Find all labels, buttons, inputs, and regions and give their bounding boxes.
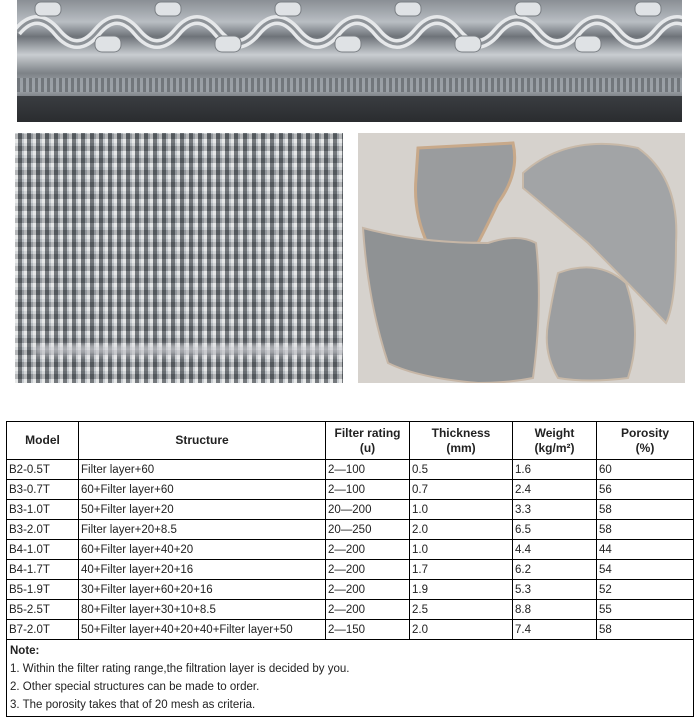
- notes-title: Note:: [10, 645, 40, 657]
- porosity-cell: 60: [597, 460, 694, 480]
- porosity-cell: 52: [597, 580, 694, 600]
- structure-cell: 50+Filter layer+20: [79, 500, 326, 520]
- table-row: [7, 600, 694, 620]
- table-row: [7, 620, 694, 640]
- filter-rating-cell: 2—150: [326, 620, 410, 640]
- porosity-cell: 58: [597, 500, 694, 520]
- model-cell: B2-0.5T: [7, 460, 79, 480]
- model-cell: B3-2.0T: [7, 520, 79, 540]
- weight-cell: 2.4: [513, 480, 597, 500]
- filter-disc-small-right: [547, 267, 635, 380]
- model-cell: B5-1.9T: [7, 580, 79, 600]
- model-cell: B3-0.7T: [7, 480, 79, 500]
- model-cell: B4-1.7T: [7, 560, 79, 580]
- blurred-watermark: [35, 345, 343, 355]
- thickness-cell: 2.0: [410, 520, 513, 540]
- structure-cell: 80+Filter layer+30+10+8.5: [79, 600, 326, 620]
- porosity-cell: 55: [597, 600, 694, 620]
- table-row: [7, 460, 694, 480]
- weight-cell: 6.5: [513, 520, 597, 540]
- model-cell: B3-1.0T: [7, 500, 79, 520]
- structure-cell: 60+Filter layer+40+20: [79, 540, 326, 560]
- table-row: [7, 520, 694, 540]
- note-line: 2. Other special structures can be made to order.: [10, 681, 260, 693]
- thickness-cell: 2.0: [410, 620, 513, 640]
- structure-cell: 40+Filter layer+20+16: [79, 560, 326, 580]
- header-filter-rating: Filter rating (u): [326, 422, 410, 460]
- thickness-cell: 1.0: [410, 540, 513, 560]
- woven-wire-mesh-closeup-photo: [15, 133, 343, 383]
- table-row: [7, 580, 694, 600]
- notes: [7, 640, 694, 717]
- note-line: 1. Within the filter rating range,the filtration layer is decided by you.: [10, 663, 350, 675]
- structure-cell: 30+Filter layer+60+20+16: [79, 580, 326, 600]
- table-row: [7, 540, 694, 560]
- model-cell: B7-2.0T: [7, 620, 79, 640]
- filter-rating-cell: 20—200: [326, 500, 410, 520]
- weight-cell: 1.6: [513, 460, 597, 480]
- header-structure: Structure: [79, 422, 326, 460]
- spec-table-body: [7, 460, 694, 640]
- table-row: [7, 500, 694, 520]
- note-line: 3. The porosity takes that of 20 mesh as criteria.: [10, 699, 256, 711]
- porosity-cell: 44: [597, 540, 694, 560]
- filter-rating-cell: 2—200: [326, 540, 410, 560]
- header-weight: Weight (kg/m²): [513, 422, 597, 460]
- weight-cell: 8.8: [513, 600, 597, 620]
- porosity-cell: 56: [597, 480, 694, 500]
- porosity-cell: 54: [597, 560, 694, 580]
- thickness-cell: 1.7: [410, 560, 513, 580]
- wavy-wire-layer: [17, 0, 682, 80]
- header-thickness: Thickness (mm): [410, 422, 513, 460]
- filter-rating-cell: 2—200: [326, 580, 410, 600]
- weight-cell: 3.3: [513, 500, 597, 520]
- porosity-cell: 58: [597, 520, 694, 540]
- filter-disc-small: [416, 143, 515, 245]
- model-cell: B5-2.5T: [7, 600, 79, 620]
- table-row: [7, 560, 694, 580]
- filter-disc-large-left: [363, 228, 539, 383]
- filter-rating-cell: 2—100: [326, 480, 410, 500]
- sintered-filter-discs-photo: [358, 133, 685, 383]
- table-row: [7, 480, 694, 500]
- structure-cell: Filter layer+60: [79, 460, 326, 480]
- structure-cell: 60+Filter layer+60: [79, 480, 326, 500]
- thickness-cell: 1.9: [410, 580, 513, 600]
- fine-mesh-layer: [17, 78, 682, 92]
- table-header-row: [7, 422, 694, 460]
- weight-cell: 7.4: [513, 620, 597, 640]
- filter-rating-cell: 2—200: [326, 560, 410, 580]
- thickness-cell: 0.5: [410, 460, 513, 480]
- support-plate: [17, 96, 682, 122]
- filter-rating-cell: 2—200: [326, 600, 410, 620]
- model-cell: B4-1.0T: [7, 540, 79, 560]
- structure-cell: 50+Filter layer+40+20+40+Filter layer+50: [79, 620, 326, 640]
- spec-table: [6, 421, 694, 717]
- thickness-cell: 2.5: [410, 600, 513, 620]
- porosity-cell: 58: [597, 620, 694, 640]
- sintered-mesh-cross-section-photo: [17, 0, 682, 122]
- thickness-cell: 1.0: [410, 500, 513, 520]
- notes-row: [7, 640, 694, 717]
- header-model: Model: [7, 422, 79, 460]
- thickness-cell: 0.7: [410, 480, 513, 500]
- structure-cell: Filter layer+20+8.5: [79, 520, 326, 540]
- weight-cell: 4.4: [513, 540, 597, 560]
- weight-cell: 6.2: [513, 560, 597, 580]
- header-porosity: Porosity (%): [597, 422, 694, 460]
- filter-rating-cell: 2—100: [326, 460, 410, 480]
- weight-cell: 5.3: [513, 580, 597, 600]
- filter-rating-cell: 20—250: [326, 520, 410, 540]
